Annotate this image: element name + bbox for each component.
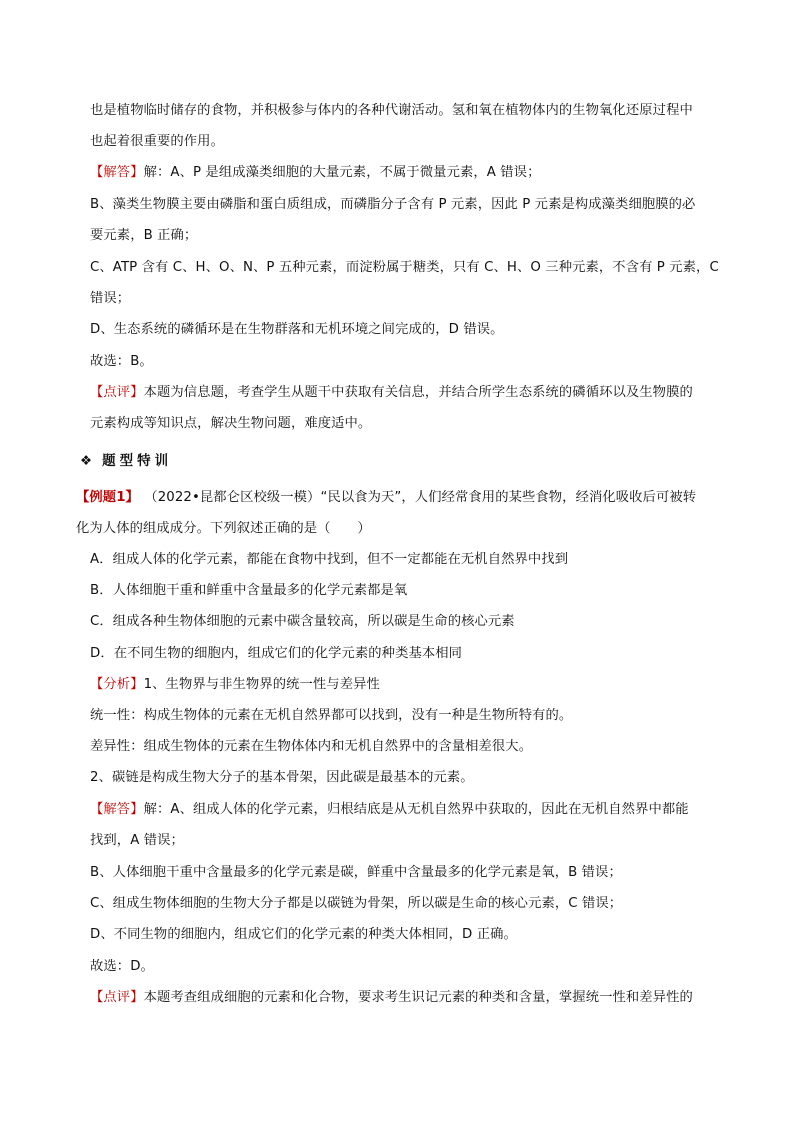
answer-line: C、ATP 含有 C、H、O、N、P 五种元素，而淀粉属于糖类，只有 C、H、O 三种元素，不含有 P 元素，C bbox=[90, 260, 719, 275]
example-question-line: 化为人体的组成成分。下列叙述正确的是（ ） bbox=[76, 521, 371, 536]
analysis-intro-line: 也起着很重要的作用。 bbox=[90, 134, 224, 149]
answer-choice: 故选：D。 bbox=[90, 959, 154, 974]
option-d: D．在不同生物的细胞内，组成它们的化学元素的种类基本相同 bbox=[90, 646, 463, 661]
answer-line: B、人体细胞干重中含量最多的化学元素是碳，鲜重中含量最多的化学元素是氧，B 错误； bbox=[90, 865, 622, 880]
diamond-icon: ❖ bbox=[80, 453, 93, 469]
answer-tag: 【解答】 bbox=[90, 165, 144, 180]
analysis-line: 2、碳链是构成生物大分子的基本骨架，因此碳是最基本的元素。 bbox=[90, 770, 474, 785]
answer-line: 找到，A 错误； bbox=[90, 833, 184, 848]
section-heading bbox=[80, 451, 172, 471]
example-question-line bbox=[76, 488, 696, 508]
comment-text: 本题考查组成细胞的元素和化合物，要求考生识记元素的种类和含量，掌握统一性和差异性的 bbox=[143, 990, 693, 1005]
analysis-text: 1、生物界与非生物界的统一性与差异性 bbox=[143, 677, 380, 692]
comment-line: 元素构成等知识点，解决生物问题，难度适中。 bbox=[90, 416, 372, 431]
answer-text: 解：A、组成人体的化学元素，归根结底是从无机自然界中获取的，因此在无机自然界中都能 bbox=[143, 802, 689, 817]
answer-line: D、生态系统的磷循环是在生物群落和无机环境之间完成的，D 错误。 bbox=[90, 322, 504, 337]
analysis-line bbox=[90, 675, 380, 695]
answer-line: 错误； bbox=[90, 291, 131, 306]
comment-tag: 【点评】 bbox=[90, 385, 144, 400]
answer-tag: 【解答】 bbox=[90, 802, 144, 817]
answer-line bbox=[90, 163, 540, 183]
option-b: B．人体细胞干重和鲜重中含量最多的化学元素都是氧 bbox=[90, 583, 408, 598]
analysis-intro-line: 也是植物临时储存的食物，并积极参与体内的各种代谢活动。氢和氧在植物体内的生物氧化还原过程中 bbox=[90, 103, 693, 118]
answer-line: C、组成生物体细胞的生物大分子都是以碳链为骨架，所以碳是生命的核心元素，C 错误； bbox=[90, 896, 623, 911]
answer-text: 解：A、P 是组成藻类细胞的大量元素，不属于微量元素，A 错误； bbox=[143, 165, 541, 180]
answer-choice: 故选：B。 bbox=[90, 354, 153, 369]
comment-tag: 【点评】 bbox=[90, 990, 144, 1005]
option-c: C．组成各种生物体细胞的元素中碳含量较高，所以碳是生命的核心元素 bbox=[90, 614, 515, 629]
section-title: 题型特训 bbox=[102, 453, 173, 469]
example-question-text: （2022•昆都仑区校级一模）“民以食为天”，人们经常食用的某些食物，经消化吸收后可被转 bbox=[150, 490, 697, 505]
example-tag: 【例题1】 bbox=[76, 490, 139, 505]
comment-line bbox=[90, 383, 693, 403]
analysis-tag: 【分析】 bbox=[90, 677, 144, 692]
answer-line: B、藻类生物膜主要由磷脂和蛋白质组成，而磷脂分子含有 P 元素，因此 P 元素是构成藻类细胞膜的必 bbox=[90, 197, 696, 212]
answer-line bbox=[90, 800, 689, 820]
comment-line bbox=[90, 988, 693, 1008]
analysis-line: 差异性：组成生物体的元素在生物体体内和无机自然界中的含量相差很大。 bbox=[90, 739, 533, 754]
answer-line: 要元素，B 正确； bbox=[90, 228, 198, 243]
option-a: A．组成人体的化学元素，都能在食物中找到，但不一定都能在无机自然界中找到 bbox=[90, 552, 569, 567]
comment-text: 本题为信息题，考查学生从题干中获取有关信息，并结合所学生态系统的磷循环以及生物膜的 bbox=[143, 385, 693, 400]
analysis-line: 统一性：构成生物体的元素在无机自然界都可以找到，没有一种是生物所特有的。 bbox=[90, 708, 573, 723]
answer-line: D、不同生物的细胞内，组成它们的化学元素的种类大体相同，D 正确。 bbox=[90, 927, 517, 942]
